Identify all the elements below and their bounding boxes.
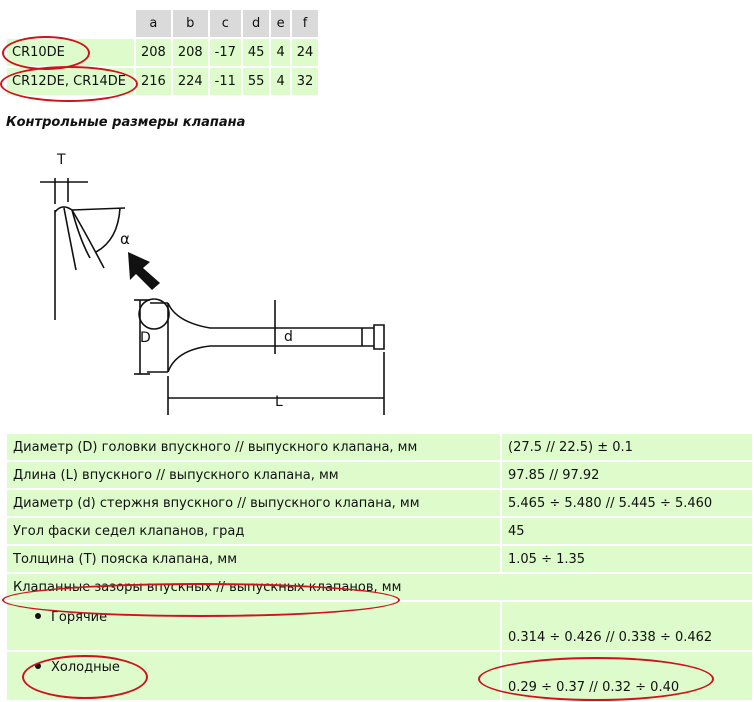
header-cell: b — [173, 10, 208, 37]
spec-label: Диаметр (D) головки впускного // выпускного клапана, мм — [7, 434, 500, 460]
alpha-leader-line — [72, 208, 125, 210]
header-cell: d — [243, 10, 270, 37]
table-header-row — [7, 10, 318, 37]
valve-dimension-table — [5, 8, 320, 97]
alpha-angle-arc — [96, 208, 120, 252]
value-cell: -17 — [210, 39, 241, 66]
clearance-cold-text: Холодные — [51, 660, 120, 675]
valve-stem-tip — [374, 325, 384, 349]
d-head-label: D — [140, 330, 151, 346]
value-cell: 216 — [136, 68, 171, 95]
value-cell: 24 — [292, 39, 319, 66]
spec-value: (27.5 // 22.5) ± 0.1 — [502, 434, 752, 460]
value-cell: 224 — [173, 68, 208, 95]
valve-specs-table — [5, 432, 754, 702]
l-label: L — [275, 394, 283, 410]
spec-label: Угол фаски седел клапанов, град — [7, 518, 500, 544]
clearance-cold-label — [7, 652, 500, 700]
header-blank-cell — [7, 10, 134, 37]
clearance-hot-value: 0.314 ÷ 0.426 // 0.338 ÷ 0.462 — [502, 602, 752, 650]
clearance-hot-label — [7, 602, 500, 650]
table-row — [7, 490, 752, 516]
table-row — [7, 518, 752, 544]
spec-label: Длина (L) впускного // выпускного клапана, мм — [7, 462, 500, 488]
table-row — [7, 602, 752, 650]
engine-name-cell: CR10DE — [7, 39, 134, 66]
clearance-hot-text: Горячие — [51, 610, 108, 625]
value-cell: 208 — [136, 39, 171, 66]
value-cell: -11 — [210, 68, 241, 95]
engine-name-cell: CR12DE, CR14DE — [7, 68, 134, 95]
table-row — [7, 652, 752, 700]
value-cell: 55 — [243, 68, 270, 95]
valve-head-curve — [168, 303, 210, 328]
valve-diagram — [0, 140, 420, 430]
spec-label: Диаметр (d) стержня впускного // выпускного клапана, мм — [7, 490, 500, 516]
spec-label: Толщина (T) пояска клапана, мм — [7, 546, 500, 572]
alpha-label: α — [120, 230, 130, 248]
spec-value: 45 — [502, 518, 752, 544]
bullet-icon — [35, 613, 41, 619]
spec-value: 97.85 // 97.92 — [502, 462, 752, 488]
table-row — [7, 546, 752, 572]
header-cell: c — [210, 10, 241, 37]
detail-valve-face — [55, 207, 104, 268]
table-row — [7, 462, 752, 488]
t-label: T — [57, 152, 66, 168]
bullet-icon — [35, 663, 41, 669]
header-cell: f — [292, 10, 319, 37]
clearance-cold-value: 0.29 ÷ 0.37 // 0.32 ÷ 0.40 — [502, 652, 752, 700]
value-cell: 45 — [243, 39, 270, 66]
value-cell: 4 — [271, 68, 289, 95]
detail-chamfer-line — [72, 210, 90, 258]
header-cell: e — [271, 10, 289, 37]
table-row — [7, 68, 318, 95]
spec-value: 1.05 ÷ 1.35 — [502, 546, 752, 572]
diagram-caption: Контрольные размеры клапана — [6, 115, 246, 130]
table-row — [7, 434, 752, 460]
table-row — [7, 39, 318, 66]
valve-head-curve-bottom — [168, 346, 210, 372]
d-stem-label: d — [284, 329, 293, 345]
header-cell: a — [136, 10, 171, 37]
zoom-arrow — [128, 252, 160, 290]
value-cell: 208 — [173, 39, 208, 66]
spec-value: 5.465 ÷ 5.480 // 5.445 ÷ 5.460 — [502, 490, 752, 516]
value-cell: 32 — [292, 68, 319, 95]
value-cell: 4 — [271, 39, 289, 66]
table-row — [7, 574, 752, 600]
clearance-title: Клапанные зазоры впускных // выпускных клапанов, мм — [7, 574, 752, 600]
